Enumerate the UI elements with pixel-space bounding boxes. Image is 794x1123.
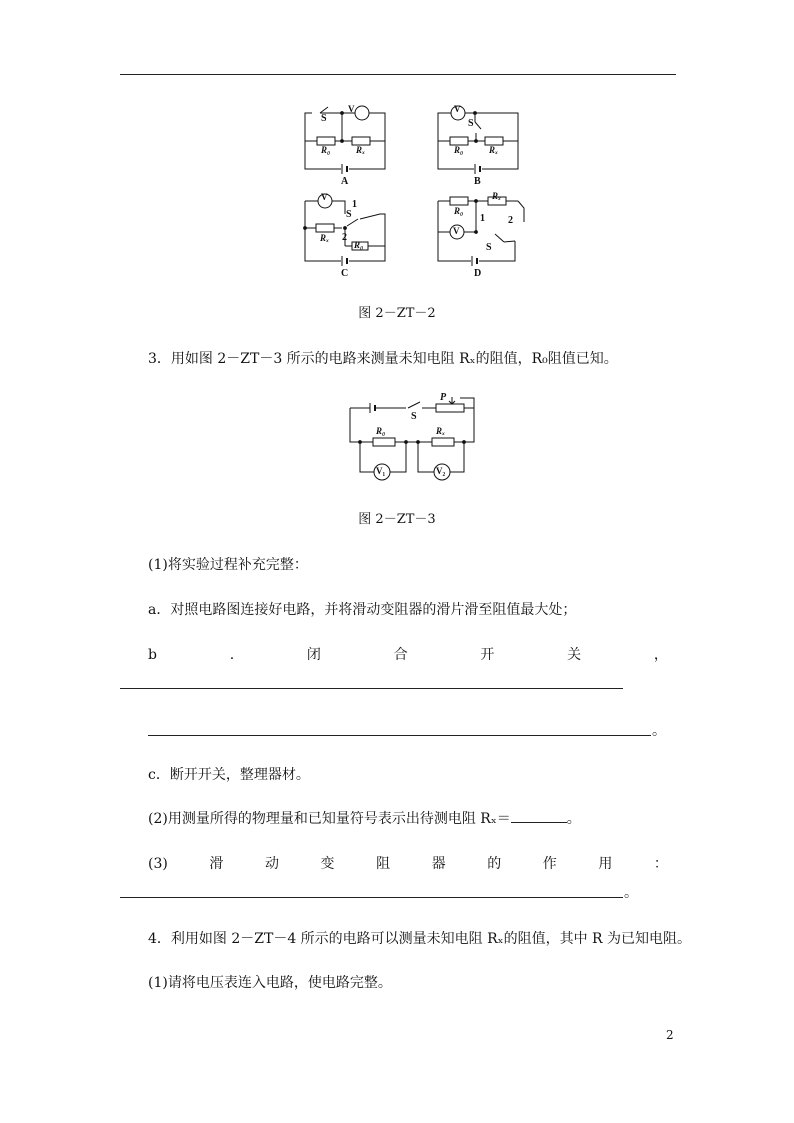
label-c-meter: V [321,192,328,202]
label-d-switch: S [486,242,492,253]
fig3-slider-label: P [440,392,447,403]
q4-part1: (1)请将电压表连入电路，使电路完整。 [148,975,392,991]
page-number: 2 [666,1028,674,1042]
q3-stem: 3．用如图 2－ZT－3 所示的电路来测量未知电阻 Rₓ的阻值，R₀阻值已知。 [148,351,618,367]
part3-char: 阻 [376,856,391,872]
step-b-char: . [229,647,235,663]
q3-step-c: c．断开开关，整理器材。 [148,767,310,783]
label-d-meter: V [453,226,460,236]
label-b: B [474,176,481,187]
figure-2-zt-2-caption: 图 2－ZT－2 [358,306,436,321]
label-c: C [341,268,349,279]
label-a-r1: R₀ [321,145,331,155]
q3-part2 [148,810,581,828]
label-c-t1: 1 [352,199,357,210]
q3-part2-end: 。 [566,811,581,827]
label-a-switch: S [321,113,327,124]
figure-2-zt-3-labels [340,392,480,484]
label-b-switch: S [468,118,474,129]
part3-char: 作 [542,856,557,872]
figure-2-zt-2-labels [290,96,540,286]
part3-char: 动 [264,856,279,872]
label-b-r1: R₀ [454,145,464,155]
q3-part1-title: (1)将实验过程补充完整： [148,557,308,573]
answer-line-b2[interactable] [148,735,651,736]
part3-char: 器 [431,856,446,872]
part3-char: 的 [487,856,502,872]
label-d-t2: 2 [508,215,513,226]
step-b-char: 关 [567,647,582,663]
label-b-r2: Rₓ [489,145,499,155]
answer-line-3-end: 。 [624,885,638,901]
part3-char: 变 [320,856,335,872]
label-d-r1: R₀ [454,206,464,216]
part3-char: 滑 [209,856,224,872]
answer-line-3[interactable] [120,897,623,898]
part3-char: 用 [598,856,613,872]
step-b-char: 开 [480,647,495,663]
label-d: D [474,268,482,279]
q3-part2-text: (2)用测量所得的物理量和已知量符号表示出待测电阻 Rₓ＝ [148,811,511,827]
step-b-char: ， [653,647,668,663]
label-b-meter: V [454,104,461,114]
label-d-t1: 1 [480,213,485,224]
q4-stem: 4．利用如图 2－ZT－4 所示的电路可以测量未知电阻 Rₓ的阻值，其中 R 为已知电阻。 [148,931,692,947]
label-c-switch: S [346,209,352,220]
part3-char: (3) [148,856,168,872]
q3-part3 [148,855,668,873]
fig3-r1-label: R₀ [376,426,386,436]
label-c-r2: R₀ [354,240,364,250]
q3-step-a: a．对照电路图连接好电路，并将滑动变阻器的滑片滑至阻值最大处； [148,602,577,618]
step-b-char: 闭 [306,647,321,663]
figure-2-zt-3-caption: 图 2－ZT－3 [358,512,436,527]
label-a-meter: V [348,104,355,114]
fig3-v2-label: V₂ [436,466,446,476]
label-c-r1: Rₓ [320,233,330,243]
answer-blank-rx[interactable] [511,810,567,823]
fig3-r2-label: Rₓ [436,426,446,436]
header-rule [120,74,676,75]
answer-line-b2-end: 。 [652,723,666,739]
answer-line-b1[interactable] [120,688,623,689]
part3-char: ： [653,856,668,872]
step-b-char: 合 [393,647,408,663]
label-a-r2: Rₓ [356,145,366,155]
q3-step-b [148,646,668,664]
step-b-char: b [148,647,157,663]
label-c-t2: 2 [342,232,347,243]
fig3-v1-label: V₁ [376,466,386,476]
label-d-r2: Rₓ [492,191,502,201]
fig3-switch-label: S [411,411,417,422]
label-a: A [341,176,349,187]
